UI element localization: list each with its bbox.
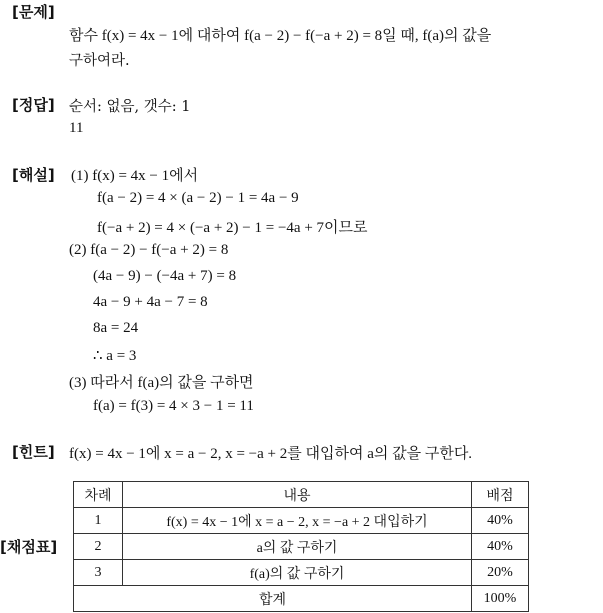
solution-line-6: 4a − 9 + 4a − 7 = 8 <box>93 294 208 310</box>
scoring-order: 1 <box>74 508 123 534</box>
solution-line-1: (1) f(x) = 4x − 1에서 <box>71 168 199 184</box>
scoring-header-content: 내용 <box>123 482 472 508</box>
scoring-points: 40% <box>472 508 529 534</box>
scoring-content: a의 값 구하기 <box>123 534 472 560</box>
table-row <box>74 508 529 534</box>
solution-line-7: 8a = 24 <box>93 320 139 336</box>
answer-label: [정답] <box>12 96 55 114</box>
scoring-table <box>73 481 529 612</box>
solution-line-3: f(−a + 2) = 4 × (−a + 2) − 1 = −4a + 7이므로 <box>97 220 368 236</box>
solution-line-2: f(a − 2) = 4 × (a − 2) − 1 = 4a − 9 <box>97 190 299 206</box>
scoring-order: 3 <box>74 560 123 586</box>
solution-line-5: (4a − 9) − (−4a + 7) = 8 <box>93 268 237 284</box>
hint-label: [힌트] <box>12 443 55 461</box>
scoring-content: f(x) = 4x − 1에 x = a − 2, x = −a + 2 대입하기 <box>123 508 472 534</box>
solution-line-8: ∴ a = 3 <box>93 348 137 364</box>
table-row <box>74 534 529 560</box>
hint-text: f(x) = 4x − 1에 x = a − 2, x = −a + 2를 대입하여 a의 값을 구한다. <box>69 446 473 462</box>
scoring-header-order: 차례 <box>74 482 123 508</box>
solution-line-4: (2) f(a − 2) − f(−a + 2) = 8 <box>69 242 229 258</box>
solution-line-9: (3) 따라서 f(a)의 값을 구하면 <box>69 375 254 391</box>
scoring-total-label: 합계 <box>74 586 472 612</box>
scoring-header-row <box>74 482 529 508</box>
problem-text-line2: 구하여라. <box>69 53 130 69</box>
scoring-content: f(a)의 값 구하기 <box>123 560 472 586</box>
problem-text-line1: 함수 f(x) = 4x − 1에 대하여 f(a − 2) − f(−a + 2) = 8일 때, f(a)의 값을 <box>69 28 492 44</box>
scoring-total-value: 100% <box>472 586 529 612</box>
answer-value: 11 <box>69 120 84 136</box>
solution-label: [해설] <box>12 166 55 184</box>
table-row <box>74 560 529 586</box>
scoring-label: [채점표] <box>0 538 58 556</box>
answer-meta: 순서: 없음, 갯수: 1 <box>69 99 191 115</box>
solution-line-10: f(a) = f(3) = 4 × 3 − 1 = 11 <box>93 398 254 414</box>
scoring-order: 2 <box>74 534 123 560</box>
problem-label: [문제] <box>12 3 55 21</box>
scoring-points: 40% <box>472 534 529 560</box>
scoring-total-row <box>74 586 529 612</box>
scoring-points: 20% <box>472 560 529 586</box>
scoring-header-points: 배점 <box>472 482 529 508</box>
